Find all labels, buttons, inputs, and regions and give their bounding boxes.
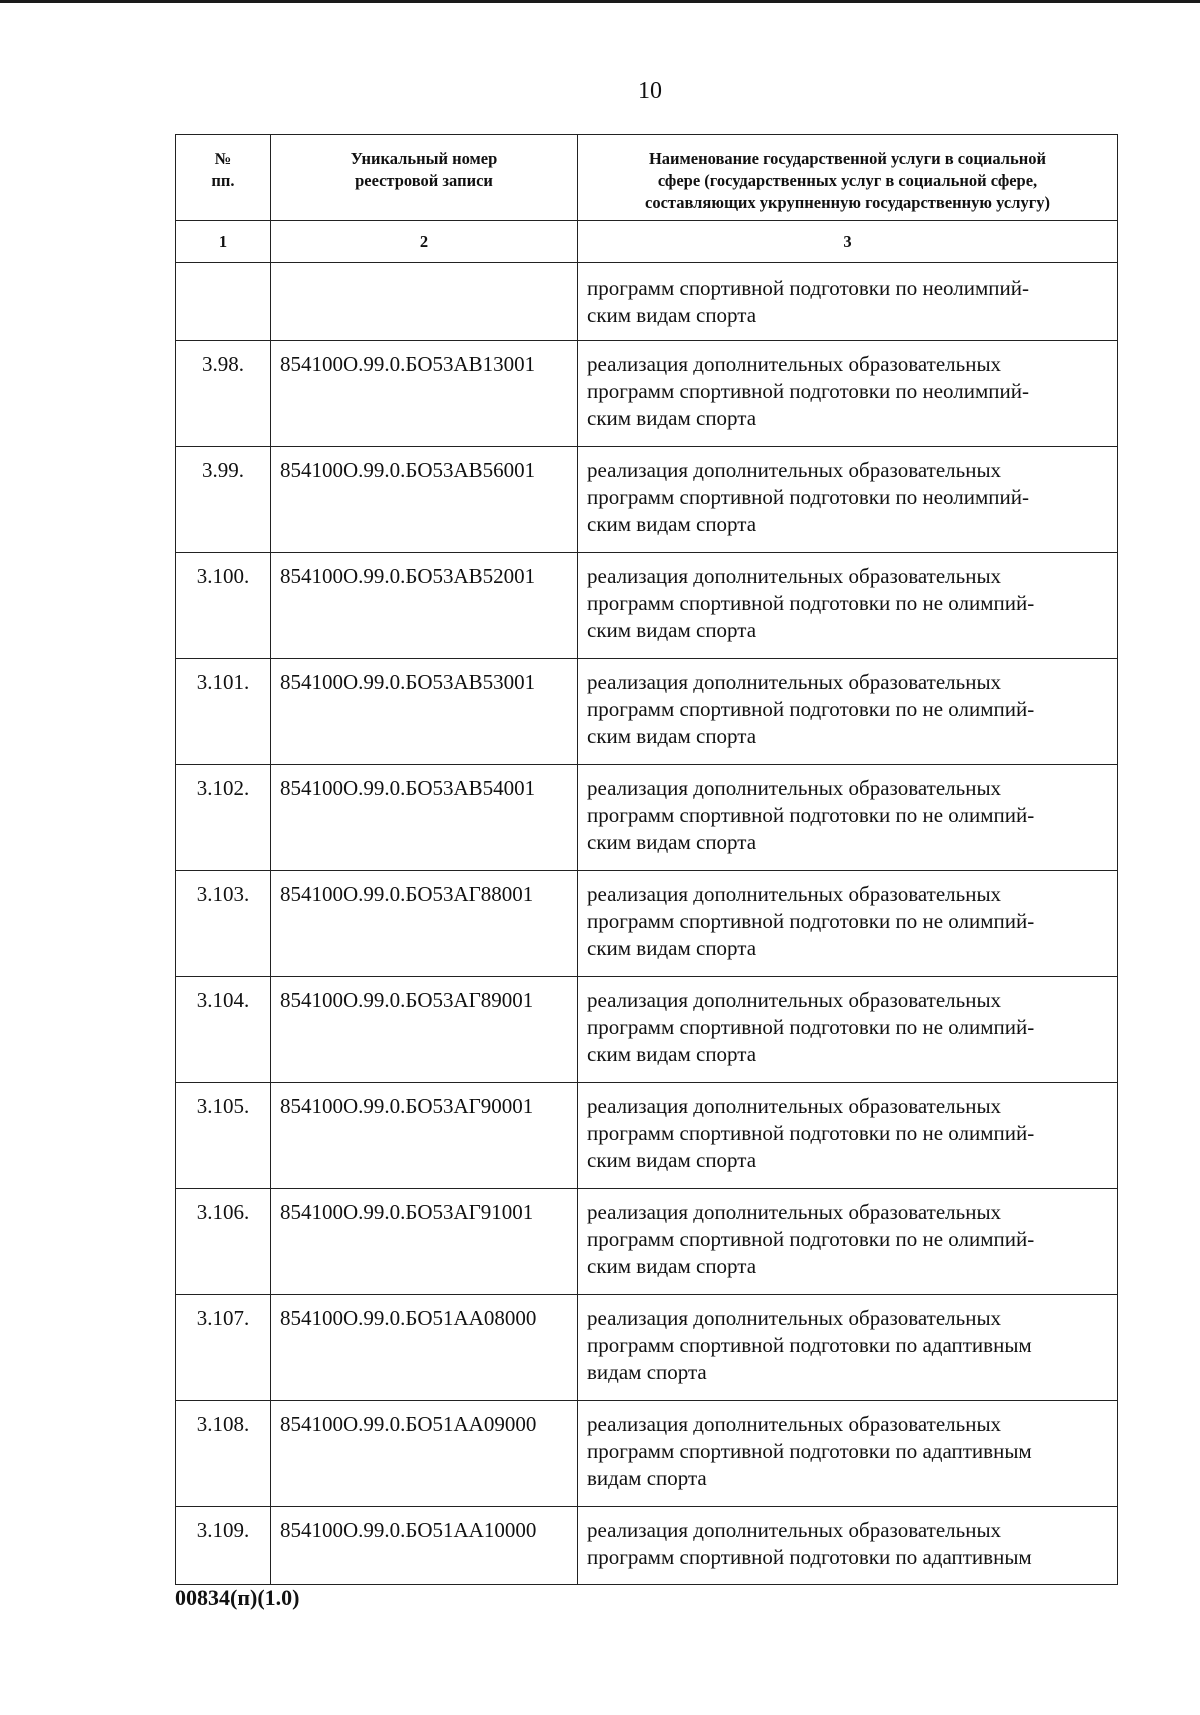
service-name-cell: реализация дополнительных образовательных программ спортивной подготовки по не олимпий- ским видам спорта [578,1189,1118,1295]
row-number-cell: 3.107. [176,1295,271,1401]
registry-table [175,134,1118,1585]
top-border-line [0,0,1200,3]
table-row [176,1401,1118,1507]
registry-code-cell: 854100О.99.0.БО53АГ90001 [271,1083,578,1189]
service-name-cell: реализация дополнительных образовательных программ спортивной подготовки по не олимпий- ским видам спорта [578,553,1118,659]
row-number-cell: 3.103. [176,871,271,977]
service-name-cell: реализация дополнительных образовательных программ спортивной подготовки по не олимпий- ским видам спорта [578,871,1118,977]
table-row [176,1507,1118,1585]
column-number-row [176,221,1118,263]
registry-code-cell: 854100О.99.0.БО53АВ13001 [271,341,578,447]
table-row [176,871,1118,977]
table-row [176,659,1118,765]
service-name-cell: реализация дополнительных образовательных программ спортивной подготовки по не олимпий- ским видам спорта [578,1083,1118,1189]
registry-code-cell: 854100О.99.0.БО53АВ52001 [271,553,578,659]
table-row [176,447,1118,553]
registry-code-cell: 854100О.99.0.БО53АВ54001 [271,765,578,871]
column-number: 1 [176,221,271,263]
registry-code-cell: 854100О.99.0.БО53АГ88001 [271,871,578,977]
row-number-cell: 3.106. [176,1189,271,1295]
column-number: 2 [271,221,578,263]
continuation-code-cell [271,263,578,341]
service-name-cell: реализация дополнительных образовательных программ спортивной подготовки по не олимпий- ским видам спорта [578,977,1118,1083]
table-header-row [176,135,1118,221]
column-number: 3 [578,221,1118,263]
service-name-cell: реализация дополнительных образовательных программ спортивной подготовки по адаптивным [578,1507,1118,1585]
registry-code-cell: 854100О.99.0.БО53АВ53001 [271,659,578,765]
continuation-num-cell [176,263,271,341]
service-name-cell: реализация дополнительных образовательных программ спортивной подготовки по адаптивным видам спорта [578,1295,1118,1401]
page-number: 10 [638,78,662,104]
table-row [176,553,1118,659]
table-row [176,765,1118,871]
service-name-cell: реализация дополнительных образовательных программ спортивной подготовки по не олимпий- ским видам спорта [578,659,1118,765]
registry-code-cell: 854100О.99.0.БО53АГ91001 [271,1189,578,1295]
table-row [176,1189,1118,1295]
service-name-cell: реализация дополнительных образовательных программ спортивной подготовки по неолимпий- ским видам спорта [578,341,1118,447]
row-number-cell: 3.104. [176,977,271,1083]
row-number-cell: 3.100. [176,553,271,659]
table-row [176,1295,1118,1401]
registry-code-cell: 854100О.99.0.БО53АГ89001 [271,977,578,1083]
service-name-cell: реализация дополнительных образовательных программ спортивной подготовки по не олимпий- ским видам спорта [578,765,1118,871]
continuation-row [176,263,1118,341]
service-name-cell: реализация дополнительных образовательных программ спортивной подготовки по адаптивным видам спорта [578,1401,1118,1507]
row-number-cell: 3.99. [176,447,271,553]
table-row [176,977,1118,1083]
registry-code-cell: 854100О.99.0.БО53АВ56001 [271,447,578,553]
header-number: № пп. [176,135,271,221]
row-number-cell: 3.101. [176,659,271,765]
registry-code-cell: 854100О.99.0.БО51АА09000 [271,1401,578,1507]
continuation-desc-cell: программ спортивной подготовки по неолимпий- ским видам спорта [578,263,1118,341]
service-name-cell: реализация дополнительных образовательных программ спортивной подготовки по неолимпий- ским видам спорта [578,447,1118,553]
row-number-cell: 3.105. [176,1083,271,1189]
row-number-cell: 3.108. [176,1401,271,1507]
registry-code-cell: 854100О.99.0.БО51АА08000 [271,1295,578,1401]
header-service-name: Наименование государственной услуги в социальной сфере (государственных услуг в социальной сфере, составляющих укрупненную государственную услугу) [578,135,1118,221]
table-row [176,341,1118,447]
document-code: 00834(п)(1.0) [175,1585,300,1610]
registry-code-cell: 854100О.99.0.БО51АА10000 [271,1507,578,1585]
table-row [176,1083,1118,1189]
header-registry-code: Уникальный номер реестровой записи [271,135,578,221]
row-number-cell: 3.109. [176,1507,271,1585]
row-number-cell: 3.102. [176,765,271,871]
row-number-cell: 3.98. [176,341,271,447]
